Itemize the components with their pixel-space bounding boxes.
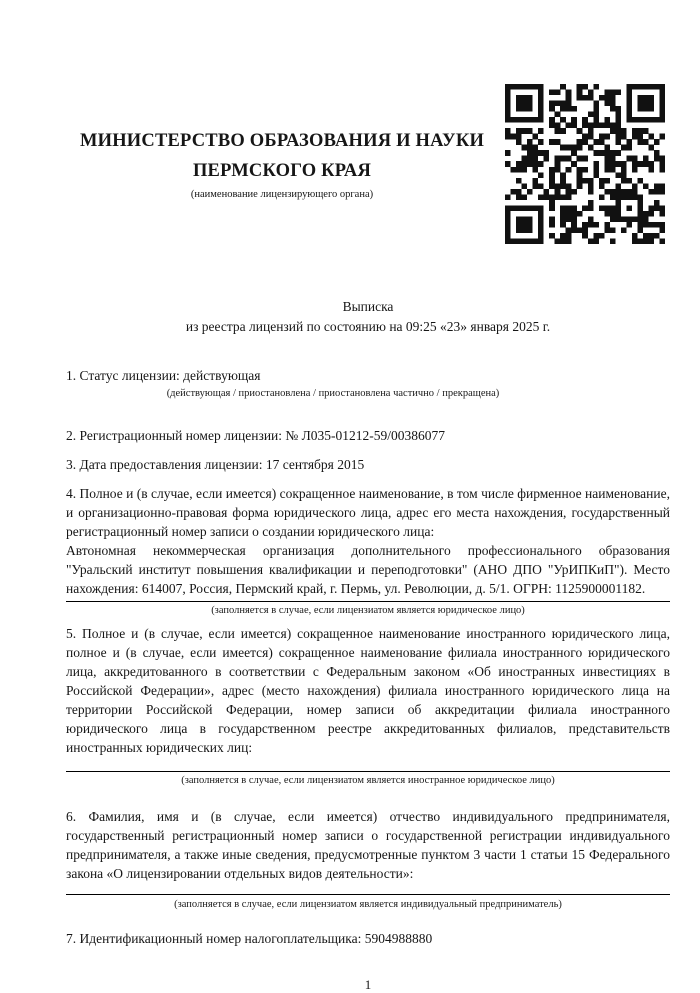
- foreign-entity-blank-line: [66, 771, 670, 772]
- legal-entity-underline: [66, 601, 670, 602]
- document-title: Выписка: [342, 299, 394, 314]
- field-license-status: 1. Статус лицензии: действующая: [66, 368, 261, 383]
- field-registration-number: 2. Регистрационный номер лицензии: № Л035-01212-59/00386077: [66, 428, 446, 443]
- field-individual-entrepreneur: 6. Фамилия, имя и (в случае, если имеется) отчество индивидуального предпринимателя, государственный регистрационный номер записи о государственной регистрации индивидуального предпринимателя, а также иные сведения, предусмотренные пунктом 3 части 1 статьи 15 Федерального закона «О лицензировании отдельных видов деятельности»:: [66, 809, 670, 881]
- field-grant-date: 3. Дата предоставления лицензии: 17 сентября 2015: [66, 457, 365, 472]
- page-number: 1: [364, 977, 372, 992]
- individual-entrepreneur-blank-line: [66, 894, 670, 895]
- field-foreign-entity: 5. Полное и (в случае, если имеется) сокращенное наименование иностранного юридического лица, полное и (в случае, если имеется) сокращенное наименование филиала иностранного юридического лица, аккредитованного в соответствии с Федеральным законом «Об иностранных инвестициях в Российской Федерации», адрес (место нахождения) филиала иностранного юридического лица на территории Российской Федерации, номер записи об аккредитации филиала иностранного юридического лица в государственном реестре аккредитованных филиалов, представительств иностранных юридических лиц:: [66, 626, 670, 755]
- licensing-authority-name: МИНИСТЕРСТВО ОБРАЗОВАНИЯ И НАУКИ ПЕРМСКОГО КРАЯ: [79, 131, 485, 181]
- field-individual-entrepreneur-caption: (заполняется в случае, если лицензиатом является индивидуальный предприниматель): [174, 899, 562, 910]
- field-foreign-entity-caption: (заполняется в случае, если лицензиатом является иностранное юридическое лицо): [181, 775, 555, 786]
- field-legal-entity-answer: Автономная некоммерческая организация дополнительного профессионального образования "Уральский институт повышения квалификации и переподготовки" (АНО ДПО "УрИПКиП"). Место нахождения: 614007, Россия, Пермский край, г. Пермь, ул. Революции, д. 5/1. ОГРН: 1125900001182.: [66, 543, 670, 596]
- document-body: [66, 0, 670, 993]
- licensing-authority-block: [66, 126, 498, 200]
- licensing-authority-caption: (наименование лицензирующего органа): [190, 189, 374, 200]
- field-legal-entity-caption: (заполняется в случае, если лицензиатом является юридическое лицо): [211, 605, 525, 616]
- document-subtitle: из реестра лицензий по состоянию на 09:25 «23» января 2025 г.: [185, 319, 551, 334]
- field-license-status-caption: (действующая / приостановлена / приостановлена частично / прекращена): [166, 388, 500, 399]
- document-title-block: [66, 297, 670, 337]
- field-legal-entity-question: 4. Полное и (в случае, если имеется) сокращенное наименование, в том числе фирменное наименование, и организационно-правовая форма юридического лица, адрес его места нахождения, государственный регистрационный номер записи о создании юридического лица:: [66, 486, 670, 539]
- field-taxpayer-number: 7. Идентификационный номер налогоплательщика: 5904988880: [66, 931, 433, 946]
- field-legal-entity: [66, 484, 670, 598]
